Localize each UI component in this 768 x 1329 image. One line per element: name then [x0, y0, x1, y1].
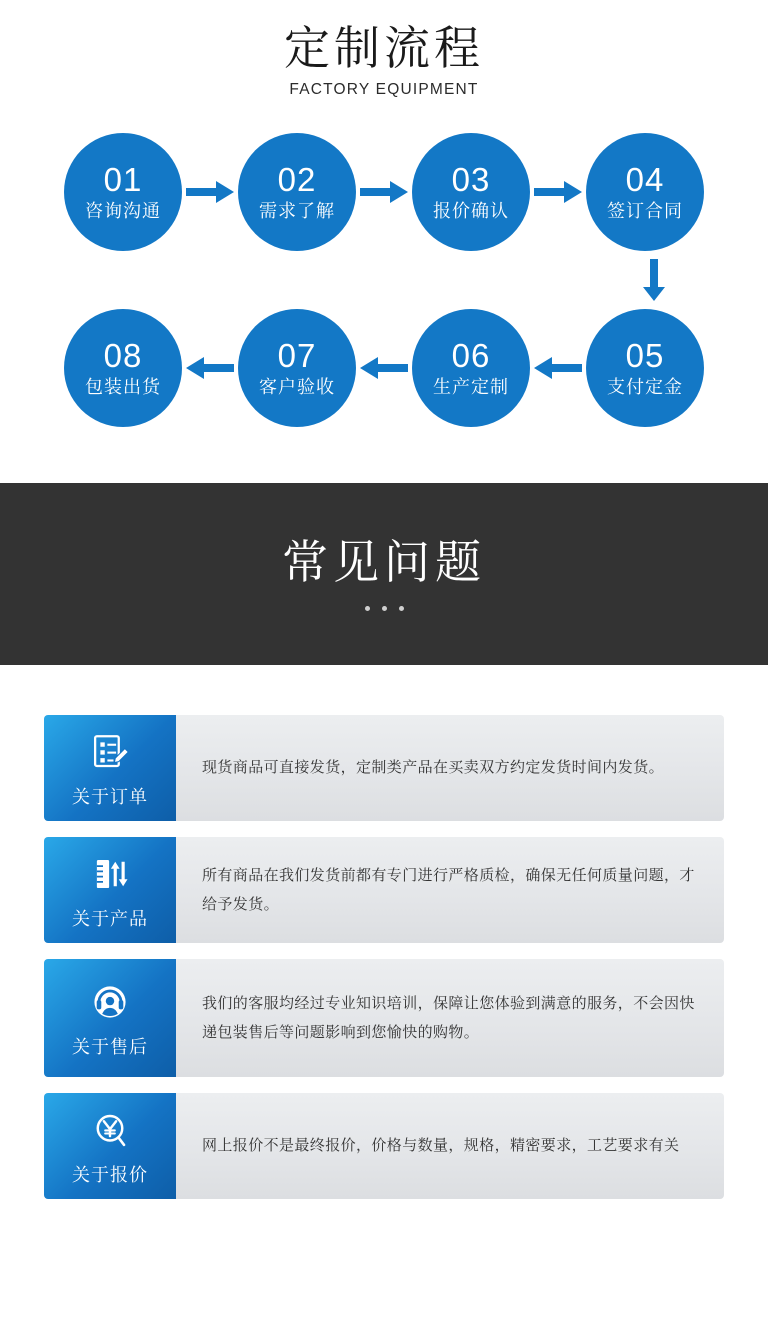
step-label: 支付定金 [607, 377, 683, 398]
faq-icon-box [44, 1093, 176, 1199]
arrow-right-icon [182, 175, 238, 209]
arrow-left-icon [182, 351, 238, 385]
process-step-02 [238, 133, 356, 251]
product-quality-icon [89, 851, 131, 897]
faq-icon-label: 关于售后 [72, 1036, 148, 1057]
dot-icon [365, 606, 370, 611]
step-label: 客户验收 [259, 377, 335, 398]
faq-answer-text: 所有商品在我们发货前都有专门进行严格质检，确保无任何质量问题，才给予发货。 [176, 837, 724, 943]
arrow-right-icon [530, 175, 586, 209]
step-label: 签订合同 [607, 201, 683, 222]
step-number: 07 [277, 337, 317, 375]
process-step-01 [64, 133, 182, 251]
price-yuan-icon [89, 1107, 131, 1153]
step-number: 08 [103, 337, 143, 375]
step-label: 报价确认 [433, 201, 509, 222]
headset-support-icon [88, 979, 132, 1025]
dot-icon [399, 606, 404, 611]
arrow-down-icon [637, 257, 671, 303]
step-number: 03 [451, 161, 491, 199]
faq-answer-text: 我们的客服均经过专业知识培训，保障让您体验到满意的服务，不会因快递包装售后等问题影响到您愉快的购物。 [176, 959, 724, 1077]
step-label: 生产定制 [433, 377, 509, 398]
dot-icon [382, 606, 387, 611]
step-label: 包装出货 [85, 377, 161, 398]
process-steps [0, 133, 768, 427]
process-section [0, 0, 768, 457]
faq-item-aftersales [44, 959, 724, 1077]
process-steps-row-bottom [64, 309, 704, 427]
arrow-right-icon [356, 175, 412, 209]
faq-banner [0, 483, 768, 665]
process-step-07 [238, 309, 356, 427]
faq-item-product [44, 837, 724, 943]
arrow-left-icon [530, 351, 586, 385]
faq-icon-box [44, 959, 176, 1077]
faq-answer-text: 现货商品可直接发货，定制类产品在买卖双方约定发货时间内发货。 [176, 715, 724, 821]
faq-item-quotation [44, 1093, 724, 1199]
process-step-06 [412, 309, 530, 427]
faq-icon-box [44, 837, 176, 943]
page-subtitle: FACTORY EQUIPMENT [289, 80, 479, 98]
step-number: 01 [103, 161, 143, 199]
process-steps-row-top [64, 133, 704, 251]
step-number: 04 [625, 161, 665, 199]
faq-banner-title: 常见问题 [282, 536, 486, 589]
arrow-left-icon [356, 351, 412, 385]
faq-icon-label: 关于订单 [72, 786, 148, 807]
faq-list [0, 665, 768, 1271]
step-number: 02 [277, 161, 317, 199]
process-arrow-down-wrap [0, 251, 768, 309]
step-number: 05 [625, 337, 665, 375]
faq-answer-text: 网上报价不是最终报价，价格与数量，规格，精密要求，工艺要求有关 [176, 1093, 724, 1199]
step-label: 需求了解 [259, 201, 335, 222]
step-number: 06 [451, 337, 491, 375]
process-step-08 [64, 309, 182, 427]
process-step-03 [412, 133, 530, 251]
page-title: 定制流程 [284, 22, 484, 74]
faq-icon-label: 关于产品 [72, 908, 148, 929]
faq-icon-box [44, 715, 176, 821]
faq-icon-label: 关于报价 [72, 1164, 148, 1185]
process-step-04 [586, 133, 704, 251]
order-checklist-icon [89, 729, 131, 775]
faq-banner-dots [365, 606, 404, 611]
step-label: 咨询沟通 [85, 201, 161, 222]
faq-item-order [44, 715, 724, 821]
process-step-05 [586, 309, 704, 427]
